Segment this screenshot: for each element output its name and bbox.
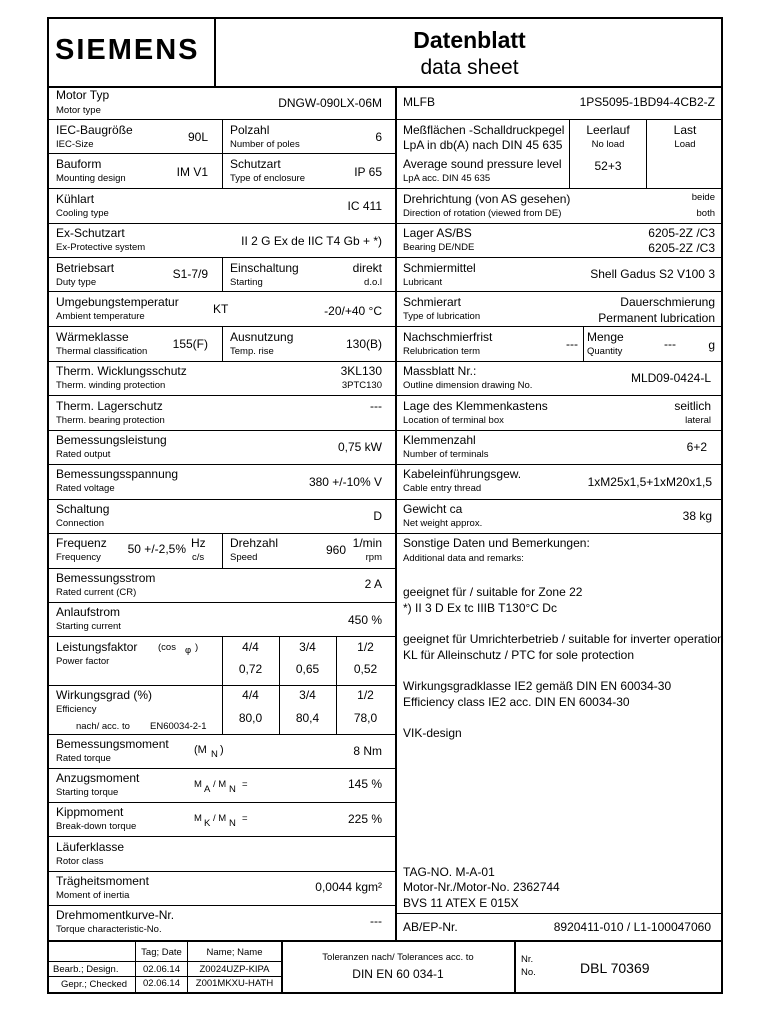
dimension-drawing-value: MLD09-0424-L (630, 371, 711, 385)
starting-torque-label-en: Starting torque (56, 787, 119, 798)
ex-label: Ex-Schutzart (56, 226, 125, 240)
document-number: DBL 70369 (580, 960, 650, 976)
tag-line: TAG-NO. M-A-01 (403, 865, 495, 879)
breakdown-torque-sub1: K (204, 818, 211, 829)
duty-value: S1-7/9 (172, 267, 208, 281)
noise-col2-label: Last (673, 123, 697, 137)
rotor-class-label-en: Rotor class (56, 856, 104, 867)
quantity-unit: g (708, 338, 715, 352)
tag-line: Motor-Nr./Motor-No. 2362744 (403, 880, 560, 894)
divider (47, 499, 723, 500)
torque-curve-label-en: Torque characteristic-No. (56, 924, 162, 935)
relubrication-label-en: Relubrication term (403, 346, 481, 357)
pf-value-2: 0,65 (295, 662, 320, 676)
rated-output-label: Bemessungsleistung (56, 433, 167, 447)
noise-label-2: LpA in db(A) nach DIN 45 635 (403, 138, 563, 152)
divider (47, 430, 723, 431)
lubricant-value: Shell Gadus S2 V100 3 (590, 267, 715, 281)
divider (47, 905, 396, 906)
frequency-label-en: Frequency (56, 552, 101, 563)
eff-value-1: 80,0 (238, 711, 263, 725)
speed-unit: 1/min (352, 536, 382, 550)
breakdown-torque-value: 225 % (347, 812, 382, 826)
divider (47, 464, 723, 465)
rated-voltage-label-en: Rated voltage (56, 483, 115, 494)
weight-label-en: Net weight approx. (403, 518, 483, 529)
enclosure-value: IP 65 (354, 165, 382, 179)
page-subtitle: data sheet (420, 56, 519, 79)
mlfb-value: 1PS5095-1BD94-4CB2-Z (579, 95, 715, 109)
poles-value: 6 (375, 130, 382, 144)
divider (222, 533, 223, 568)
mounting-label: Bauform (56, 157, 102, 171)
bearing-protection-value: --- (370, 399, 382, 413)
terminal-box-value-en: lateral (685, 415, 711, 426)
motor-type-label-en: Motor type (56, 105, 101, 116)
noise-col2-label-en: Load (674, 139, 696, 150)
cable-entry-label-en: Cable entry thread (403, 483, 482, 494)
rated-output-label-en: Rated output (56, 449, 111, 460)
starting-label: Einschaltung (230, 261, 299, 275)
divider (396, 913, 723, 914)
terminal-box-label: Lage des Klemmenkastens (403, 399, 548, 413)
cooling-label-en: Cooling type (56, 208, 109, 219)
frequency-label: Frequenz (56, 536, 107, 550)
rated-current-label-en: Rated current (CR) (56, 587, 137, 598)
mlfb-label: MLFB (403, 95, 436, 109)
speed-label-en: Speed (230, 552, 258, 563)
divider (47, 802, 396, 803)
speed-unit-en: rpm (365, 552, 382, 563)
speed-value: 960 (325, 543, 346, 557)
divider (47, 871, 396, 872)
rotor-class-label: Läuferklasse (56, 840, 125, 854)
rated-torque-close: ) (220, 744, 224, 756)
divider (583, 326, 584, 361)
pf-header-2: 3/4 (299, 640, 316, 654)
rated-torque-sub: N (211, 749, 218, 760)
starting-torque-sub2: N (229, 784, 236, 795)
winding-protection-label: Therm. Wicklungsschutz (56, 364, 187, 378)
footer-date-header: Tag; Date (141, 947, 182, 958)
lubrication-label: Schmierart (403, 295, 462, 309)
divider (47, 940, 723, 942)
noise-col1-label: Leerlauf (586, 123, 630, 137)
rated-voltage-value: 380 +/-10% V (308, 475, 382, 489)
bearing-value-nde: 6205-2Z /C3 (648, 241, 715, 255)
speed-label: Drehzahl (230, 536, 279, 550)
eff-header-1: 4/4 (242, 688, 259, 702)
eff-value-2: 80,4 (295, 711, 320, 725)
starting-value-en: d.o.l (364, 277, 382, 288)
mounting-value: IM V1 (176, 165, 208, 179)
divider (222, 257, 223, 291)
cable-entry-value: 1xM25x1,5+1xM20x1,5 (587, 475, 712, 489)
remark-line: VIK-design (403, 726, 462, 740)
torque-curve-label: Drehmomentkurve-Nr. (56, 908, 175, 922)
temp-rise-label: Ausnutzung (230, 330, 294, 344)
terminal-box-label-en: Location of terminal box (403, 415, 504, 426)
inertia-label: Trägheitsmoment (56, 874, 149, 888)
footer-name-header: Name; Name (206, 947, 263, 958)
motor-type-label: Motor Typ (56, 88, 110, 102)
temp-rise-label-en: Temp. rise (230, 346, 274, 357)
divider (47, 976, 281, 977)
remark-line: *) II 3 D Ex tc IIIB T130°C Dc (403, 601, 557, 615)
lubrication-label-en: Type of lubrication (403, 311, 481, 322)
inertia-label-en: Moment of inertia (56, 890, 130, 901)
pf-header-1: 4/4 (242, 640, 259, 654)
rated-torque-symbol: (M (194, 744, 207, 756)
rated-output-value: 0,75 kW (337, 440, 382, 454)
bearing-protection-label-en: Therm. bearing protection (56, 415, 165, 426)
noise-col1-label-en: No load (591, 139, 625, 150)
power-factor-symbol: (cos (158, 642, 176, 653)
footer-design-name: Z0024UZP-KIPA (199, 964, 270, 975)
cooling-label: Kühlart (56, 192, 95, 206)
footer-design-label: Bearb.; Design. (53, 964, 119, 975)
starting-current-label-en: Starting current (56, 621, 121, 632)
remarks-label-en: Additional data and remarks: (403, 553, 524, 564)
divider (222, 326, 223, 361)
duty-label: Betriebsart (56, 261, 115, 275)
iec-size-label: IEC-Baugröße (56, 123, 133, 137)
ex-value: II 2 G Ex de IIC T4 Gb + *) (241, 234, 382, 248)
starting-torque-sub1: A (204, 784, 211, 795)
breakdown-torque-label-en: Break-down torque (56, 821, 137, 832)
noise-value: 52+3 (594, 159, 622, 173)
poles-label-en: Number of poles (230, 139, 300, 150)
lubrication-value: Dauerschmierung (620, 295, 715, 309)
bearing-protection-label: Therm. Lagerschutz (56, 399, 163, 413)
divider (47, 734, 396, 735)
starting-label-en: Starting (230, 277, 263, 288)
dimension-drawing-label-en: Outline dimension drawing No. (403, 380, 533, 391)
thermal-class-label-en: Thermal classification (56, 346, 148, 357)
starting-torque-eq: = (242, 779, 248, 790)
remarks-label: Sonstige Daten und Bemerkungen: (403, 536, 590, 550)
noise-label-en-1: Average sound pressure level (403, 157, 562, 171)
rated-torque-label-en: Rated torque (56, 753, 111, 764)
rotation-value-en: both (696, 208, 715, 219)
eff-header-2: 3/4 (299, 688, 316, 702)
divider (47, 961, 281, 962)
ab-ep-value: 8920411-010 / L1-100047060 (553, 920, 711, 934)
ambient-unit: KT (213, 302, 229, 316)
breakdown-torque-eq: = (242, 813, 248, 824)
divider (47, 188, 723, 189)
terminal-box-value: seitlich (674, 399, 711, 413)
starting-torque-m: M (194, 779, 202, 790)
connection-value: D (373, 509, 382, 523)
footer-nr-label: Nr. (521, 954, 534, 965)
divider (47, 119, 723, 120)
breakdown-torque-mid: / M (213, 813, 227, 824)
pf-header-3: 1/2 (357, 640, 374, 654)
remark-line: geeignet für Umrichterbetrieb / suitable for inverter operation (403, 632, 724, 646)
breakdown-torque-label: Kippmoment (56, 805, 124, 819)
connection-label: Schaltung (56, 502, 110, 516)
starting-torque-label: Anzugsmoment (56, 771, 140, 785)
rotation-label-en: Direction of rotation (viewed from DE) (403, 208, 562, 219)
terminals-label: Klemmenzahl (403, 433, 476, 447)
footer-checked-name: Z001MKXU-HATH (195, 978, 274, 989)
eff-value-3: 78,0 (353, 711, 378, 725)
enclosure-label-en: Type of enclosure (230, 173, 305, 184)
power-factor-close: ) (195, 642, 199, 653)
winding-protection-value: 3KL130 (340, 364, 382, 378)
quantity-label: Menge (587, 330, 624, 344)
efficiency-label: Wirkungsgrad (%) (56, 688, 153, 702)
noise-label-1: Meßflächen -Schalldruckpegel (403, 123, 565, 137)
divider (47, 361, 723, 362)
thermal-class-label: Wärmeklasse (56, 330, 129, 344)
footer-tolerances-standard: DIN EN 60 034-1 (352, 967, 444, 981)
quantity-value: --- (664, 337, 676, 351)
divider (395, 86, 397, 941)
weight-label: Gewicht ca (403, 502, 463, 516)
power-factor-label-en: Power factor (56, 656, 110, 667)
frequency-value: 50 +/-2,5% (127, 542, 186, 556)
rated-voltage-label: Bemessungsspannung (56, 467, 179, 481)
siemens-logo: SIEMENS (55, 34, 200, 66)
cooling-value: IC 411 (347, 199, 382, 213)
remark-line: geeignet für / suitable for Zone 22 (403, 585, 583, 599)
footer-design-date: 02.06.14 (143, 964, 180, 975)
lubricant-label: Schmiermittel (403, 261, 476, 275)
rated-torque-label: Bemessungsmoment (56, 737, 169, 751)
bearing-label: Lager AS/BS (403, 226, 472, 240)
winding-protection-label-en: Therm. winding protection (56, 380, 166, 391)
divider (47, 395, 723, 396)
efficiency-std-label: nach/ acc. to (76, 721, 130, 732)
mounting-label-en: Mounting design (56, 173, 126, 184)
thermal-class-value: 155(F) (172, 337, 208, 351)
motor-type-value: DNGW-090LX-06M (278, 96, 382, 110)
starting-value: direkt (352, 261, 382, 275)
divider (47, 533, 723, 534)
pf-value-1: 0,72 (238, 662, 263, 676)
dimension-drawing-label: Massblatt Nr.: (403, 364, 477, 378)
temp-rise-value: 130(B) (345, 337, 382, 351)
remark-line: Efficiency class IE2 acc. DIN EN 60034-30 (403, 695, 630, 709)
iec-size-value: 90L (187, 130, 208, 144)
remark-line: Wirkungsgradklasse IE2 gemäß DIN EN 60034-30 (403, 679, 672, 693)
starting-torque-value: 145 % (347, 777, 382, 791)
footer-checked-label: Gepr.; Checked (61, 979, 128, 990)
starting-current-label: Anlaufstrom (56, 605, 121, 619)
eff-header-3: 1/2 (357, 688, 374, 702)
divider (47, 223, 723, 224)
cable-entry-label: Kabeleinführungsgew. (403, 467, 522, 481)
rated-current-value: 2 A (364, 577, 382, 591)
footer-checked-date: 02.06.14 (143, 978, 180, 989)
page-title: Datenblatt (413, 27, 526, 53)
terminals-label-en: Number of terminals (403, 449, 489, 460)
power-factor-phi: φ (185, 645, 192, 656)
enclosure-label: Schutzart (230, 157, 281, 171)
relubrication-value: --- (566, 337, 578, 351)
divider (514, 940, 516, 994)
divider (47, 836, 396, 837)
footer-tolerances-label: Toleranzen nach/ Tolerances acc. to (322, 952, 474, 963)
divider (47, 86, 723, 88)
divider (222, 119, 223, 188)
winding-protection-value2: 3PTC130 (341, 380, 382, 391)
duty-label-en: Duty type (56, 277, 97, 288)
breakdown-torque-m: M (194, 813, 202, 824)
power-factor-label: Leistungsfaktor (56, 640, 138, 654)
quantity-label-en: Quantity (587, 346, 623, 357)
relubrication-label: Nachschmierfrist (403, 330, 493, 344)
iec-size-label-en: IEC-Size (56, 139, 94, 150)
divider (47, 568, 396, 569)
noise-label-en-2: LpA acc. DIN 45 635 (403, 173, 491, 184)
divider (47, 326, 723, 327)
inertia-value: 0,0044 kgm² (315, 880, 382, 894)
efficiency-std: EN60034-2-1 (150, 721, 207, 732)
weight-value: 38 kg (682, 509, 712, 523)
bearing-label-en: Bearing DE/NDE (403, 242, 475, 253)
footer-no-label: No. (521, 967, 536, 978)
ambient-value: -20/+40 °C (324, 304, 382, 318)
frequency-unit: Hz (191, 536, 206, 550)
pf-value-3: 0,52 (353, 662, 378, 676)
divider (47, 257, 723, 258)
torque-curve-value: --- (370, 914, 382, 928)
rotation-value: beide (691, 192, 715, 203)
bearing-value-de: 6205-2Z /C3 (648, 226, 715, 240)
rated-current-label: Bemessungsstrom (56, 571, 156, 585)
terminals-value: 6+2 (686, 440, 707, 454)
ambient-label-en: Ambient temperature (56, 311, 145, 322)
poles-label: Polzahl (230, 123, 270, 137)
starting-current-value: 450 % (347, 613, 382, 627)
ambient-label: Umgebungstemperatur (56, 295, 179, 309)
rotation-label: Drehrichtung (von AS gesehen) (403, 192, 571, 206)
divider (47, 602, 396, 603)
rated-torque-value: 8 Nm (353, 744, 382, 758)
lubrication-value-en: Permanent lubrication (598, 311, 715, 325)
ex-label-en: Ex-Protective system (56, 242, 146, 253)
remark-line: KL für Alleinschutz / PTC for sole protection (403, 648, 634, 662)
divider (47, 291, 723, 292)
breakdown-torque-sub2: N (229, 818, 236, 829)
divider (47, 768, 396, 769)
connection-label-en: Connection (56, 518, 105, 529)
frequency-unit-en: c/s (192, 552, 205, 563)
efficiency-label-en: Efficiency (56, 704, 97, 715)
tag-line: BVS 11 ATEX E 015X (403, 896, 519, 910)
ab-ep-label: AB/EP-Nr. (403, 920, 458, 934)
lubricant-label-en: Lubricant (403, 277, 443, 288)
starting-torque-mid: / M (213, 779, 227, 790)
